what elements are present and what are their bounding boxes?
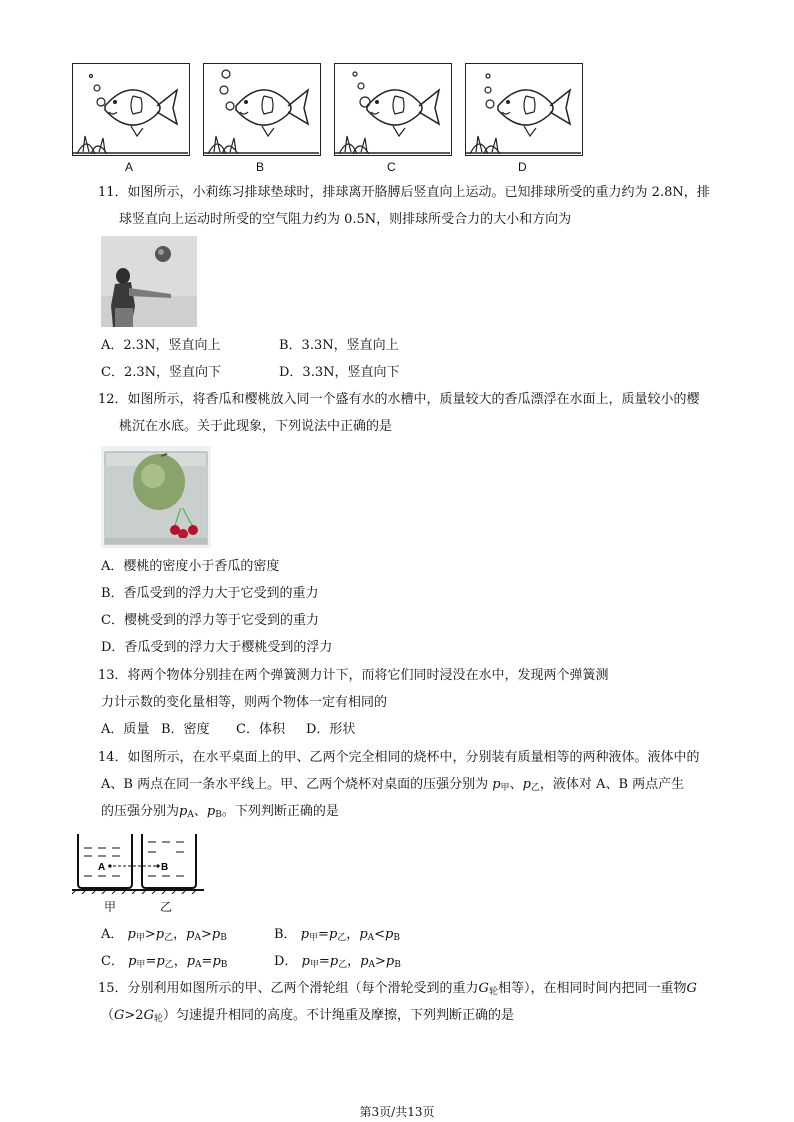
- beaker-label-jia: 甲: [104, 900, 117, 914]
- q14-option-a: [101, 926, 227, 947]
- sub-jia: 甲: [136, 960, 146, 970]
- relation: >: [200, 927, 212, 942]
- fish-figure-a: [72, 63, 190, 156]
- sub-yi: 乙: [530, 783, 540, 793]
- fish-option-label: B: [256, 160, 265, 174]
- symbol-p: p: [128, 954, 137, 969]
- q15-line1-tail: 相等），在相同时间内把同一重物: [497, 981, 687, 996]
- symbol-p: p: [522, 777, 531, 792]
- sub-a: A: [367, 933, 375, 943]
- melon-cherry-photo: [101, 446, 211, 548]
- sub-jia: 甲: [309, 960, 319, 970]
- sep: 、: [509, 777, 523, 792]
- fish-icon: [466, 64, 581, 154]
- sub-yi: 乙: [164, 933, 174, 943]
- q11-stem-line2: 球竖直向上运动时所受的空气阻力约为 0.5N，则排球所受合力的大小和方向为: [119, 212, 572, 227]
- sub-a: A: [194, 933, 201, 943]
- symbol-p: p: [385, 927, 394, 942]
- relation: =: [318, 927, 329, 942]
- symbol-p: p: [212, 954, 221, 969]
- sub-a: A: [195, 960, 202, 970]
- q14-stem-line3: [101, 803, 339, 824]
- sep: ，: [173, 954, 187, 969]
- symbol-g: G: [686, 981, 697, 996]
- q11-option-c: C．2.3N，竖直向下: [101, 365, 221, 380]
- sub-lun: 轮: [488, 987, 498, 997]
- q12-stem-line2: 桃沉在水底。关于此现象，下列说法中正确的是: [119, 419, 393, 434]
- sub-yi: 乙: [337, 933, 347, 943]
- option-letter: A．: [101, 927, 124, 942]
- q14-stem-line2: [101, 776, 684, 797]
- volleyball-photo-art: [101, 236, 197, 327]
- sub-jia: 甲: [309, 933, 319, 943]
- sub-jia: 甲: [135, 933, 145, 943]
- option-letter: B．: [274, 927, 297, 942]
- q11-option-b: B．3.3N，竖直向上: [279, 338, 399, 353]
- volleyball-photo: [101, 236, 197, 327]
- fish-icon: [204, 64, 319, 154]
- symbol-p: p: [179, 804, 188, 819]
- symbol-p: p: [186, 954, 196, 969]
- sep: ，: [347, 954, 361, 969]
- q13-option-c: C．体积: [236, 722, 285, 737]
- relation: =: [145, 954, 157, 969]
- q15-line2-tail: ）匀速提升相同的高度。不计绳重及摩擦，下列判断正确的是: [162, 1008, 514, 1023]
- relation: >2: [124, 1008, 144, 1023]
- sub-yi: 乙: [338, 960, 348, 970]
- sub-b: B: [393, 933, 400, 943]
- sub-a: A: [368, 960, 376, 970]
- sep: ，: [346, 927, 360, 942]
- q14-line2-tail: ，液体对 A、B 两点产生: [539, 777, 685, 792]
- q13-option-a: A．质量: [101, 722, 150, 737]
- symbol-g: G: [143, 1008, 154, 1023]
- q14-line2-text: A、B 两点在同一条水平线上。甲、乙两个烧杯对桌面的压强分别为: [101, 777, 489, 792]
- q12-stem-line1: 12．如图所示，将香瓜和樱桃放入同一个盛有水的水槽中，质量较大的香瓜漂浮在水面上，质量较小的樱: [98, 392, 700, 407]
- q14-option-c: [101, 953, 227, 974]
- q14-line3-tail: 。下列判断正确的是: [221, 804, 339, 819]
- symbol-p: p: [186, 927, 195, 942]
- q15-line1-text: 15．分别利用如图所示的甲、乙两个滑轮组（每个滑轮受到的重力: [98, 981, 479, 996]
- symbol-p: p: [492, 777, 501, 792]
- beaker-label-yi: 乙: [160, 900, 173, 914]
- page-footer: 第3页/共13页: [359, 1105, 435, 1119]
- symbol-p: p: [329, 954, 339, 969]
- symbol-g: G: [114, 1008, 125, 1023]
- symbol-p: p: [156, 954, 165, 969]
- q15-stem-line2: [101, 1007, 514, 1028]
- symbol-p: p: [360, 954, 369, 969]
- beakers-svg: [72, 830, 212, 894]
- melon-cherry-photo-art: [101, 446, 211, 548]
- fish-figure-d: [465, 63, 583, 156]
- symbol-p: p: [301, 954, 310, 969]
- q12-option-c: C．樱桃受到的浮力等于它受到的重力: [101, 613, 319, 628]
- symbol-p: p: [300, 927, 310, 942]
- relation: =: [201, 954, 213, 969]
- q13-stem-line2: 力计示数的变化量相等，则两个物体一定有相同的: [101, 695, 388, 710]
- fish-icon: [335, 64, 450, 154]
- sub-lun: 轮: [153, 1014, 163, 1024]
- option-letter: C．: [101, 954, 124, 969]
- q13-stem-line1: 13．将两个物体分别挂在两个弹簧测力计下，而将它们同时浸没在水中，发现两个弹簧测: [98, 668, 609, 683]
- fish-option-label: A: [125, 160, 134, 174]
- symbol-p: p: [359, 927, 368, 942]
- sep: ，: [173, 927, 187, 942]
- relation: >: [144, 927, 156, 942]
- fish-figure-b: [203, 63, 321, 156]
- symbol-p: p: [385, 954, 395, 969]
- fish-option-label: D: [518, 160, 527, 174]
- symbol-p: p: [155, 927, 165, 942]
- point-b-label: B: [161, 862, 169, 873]
- q14-line3-text: 的压强分别为: [101, 804, 180, 819]
- fish-figure-c: [334, 63, 452, 156]
- option-letter: D．: [274, 954, 298, 969]
- relation: =: [318, 954, 330, 969]
- q12-option-d: D．香瓜受到的浮力大于樱桃受到的浮力: [101, 640, 333, 655]
- sub-yi: 乙: [164, 960, 174, 970]
- relation: >: [375, 954, 386, 969]
- sep: 、: [193, 804, 207, 819]
- q14-option-d: [274, 953, 401, 974]
- q11-option-d: D．3.3N，竖直向下: [279, 365, 400, 380]
- q12-option-a: A．樱桃的密度小于香瓜的密度: [101, 559, 280, 574]
- q11-stem-line1: 11．如图所示，小莉练习排球垫球时，排球离开胳膊后竖直向上运动。已知排球所受的重力约为 2.8N，排: [98, 185, 710, 200]
- symbol-p: p: [206, 804, 216, 819]
- sub-b: B: [220, 933, 227, 943]
- q15-stem-line1: [98, 980, 697, 1001]
- q14-stem-line1: 14．如图所示，在水平桌面上的甲、乙两个完全相同的烧杯中，分别装有质量相等的两种液体。液体中的: [98, 750, 700, 765]
- sub-b: B: [394, 960, 401, 970]
- fish-option-label: C: [387, 160, 396, 174]
- q12-option-b: B．香瓜受到的浮力大于它受到的重力: [101, 586, 319, 601]
- symbol-p: p: [328, 927, 338, 942]
- beakers-diagram: [72, 830, 212, 915]
- q11-option-a: A．2.3N，竖直向上: [101, 338, 221, 353]
- sub-a: A: [187, 810, 194, 820]
- q13-option-b: B．密度: [161, 722, 210, 737]
- q14-option-b: [274, 926, 400, 947]
- symbol-p: p: [127, 927, 136, 942]
- sub-b: B: [220, 960, 228, 970]
- point-a-label: A: [98, 862, 106, 873]
- sub-jia: 甲: [500, 783, 510, 793]
- paren-open: （: [101, 1008, 115, 1023]
- symbol-g: G: [478, 981, 489, 996]
- symbol-p: p: [211, 927, 221, 942]
- sub-b: B: [215, 810, 222, 820]
- fish-icon: [73, 64, 188, 154]
- relation: <: [374, 927, 386, 942]
- q13-option-d: D．形状: [306, 722, 356, 737]
